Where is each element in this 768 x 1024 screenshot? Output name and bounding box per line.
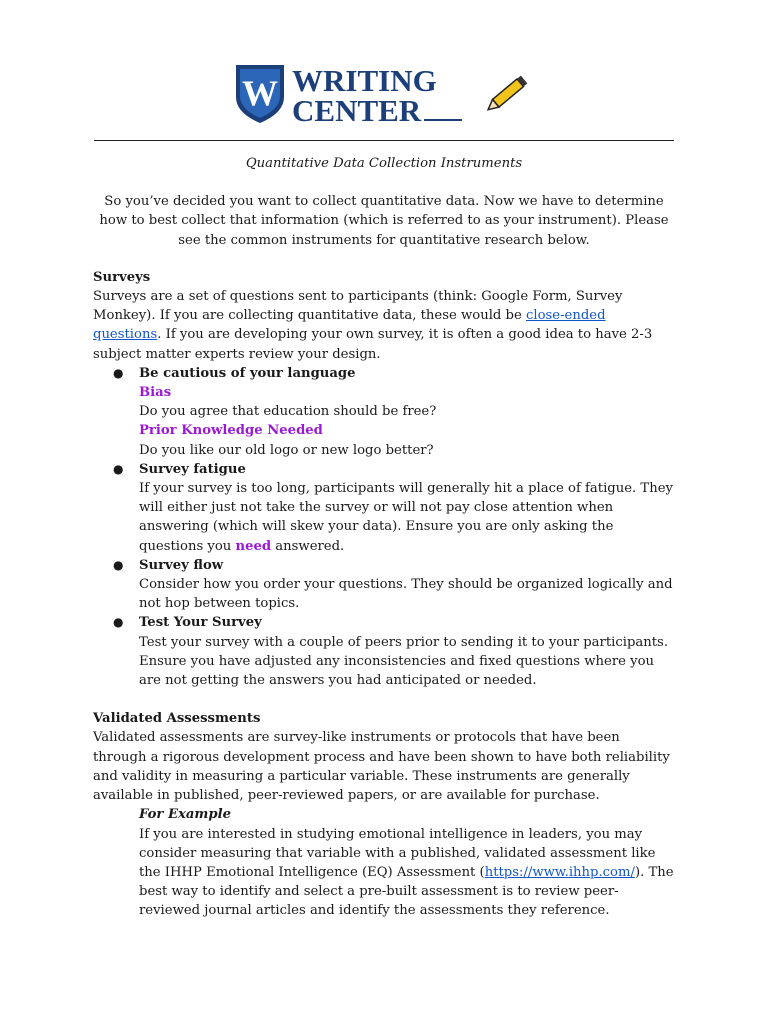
pencil-icon (485, 76, 527, 114)
validated-paragraph: Validated assessments are survey-like instruments or protocols that have been through a rigorous development process and have been shown to have both reliability and validity in measuring a particular variable. These instruments are generally available in published, peer-reviewed papers, or are available for purchase. (93, 730, 670, 804)
close-ended-questions-link[interactable]: close-ended questions (93, 308, 606, 343)
bullet-icon: ● (113, 461, 124, 476)
list-item (93, 556, 675, 614)
page-title: Quantitative Data Collection Instruments (245, 156, 523, 171)
need-emphasis: need (235, 538, 272, 554)
bullet-icon: ● (113, 615, 124, 630)
list-item (93, 613, 675, 690)
logo-graphic (234, 63, 534, 125)
bullet-title: Survey flow (139, 557, 224, 573)
intro-paragraph: So you’ve decided you want to collect quantitative data. Now we have to determine how to best collect that information (which is referred to as your instrument). Please see the common instruments for quantitative research below. (99, 194, 669, 248)
bullet-icon: ● (113, 365, 124, 380)
bullet-text: Consider how you order your questions. They should be organized logically and not hop between topics. (139, 577, 673, 612)
surveys-paragraph: Surveys are a set of questions sent to participants (think: Google Form, Survey Monkey). If you are collecting quantitative data, these would be close-ended questions. If you are developing your own survey, it is often a good idea to have 2-3 subject matter experts review your design. (93, 289, 653, 362)
document-body (93, 154, 675, 921)
bullet-title: Test Your Survey (139, 615, 262, 631)
logo-line2: CENTER (292, 93, 422, 125)
bullet-icon: ● (113, 557, 124, 572)
bullet-title: Survey fatigue (139, 461, 246, 477)
logo-mark: W (242, 73, 278, 113)
prior-knowledge-label: Prior Knowledge Needed (139, 423, 323, 439)
writing-center-logo (234, 63, 534, 125)
header-divider (94, 140, 674, 141)
bias-example: Do you agree that education should be free? (139, 404, 437, 420)
survey-tips-list (93, 364, 675, 690)
prior-knowledge-example: Do you like our old logo or new logo better? (139, 442, 434, 458)
bullet-text: Test your survey with a couple of peers prior to sending it to your participants. Ensure you have adjusted any inconsistencies and fixed questions where you are not getting the answers you had anticipated or needed. (139, 634, 669, 689)
bullet-text: If your survey is too long, participants will generally hit a place of fatigue. They will either just not take the survey or will not pay close attention when answering (which will skew your data). Ensure you are only asking the questions you need answered. (139, 481, 673, 554)
bias-label: Bias (139, 385, 172, 401)
example-block (93, 805, 675, 920)
validated-heading: Validated Assessments (93, 711, 261, 727)
surveys-heading: Surveys (93, 269, 151, 285)
example-title: For Example (139, 807, 232, 823)
ihhp-link[interactable]: https://www.ihhp.com/ (484, 864, 635, 880)
example-text: If you are interested in studying emotional intelligence in leaders, you may consider measuring that variable with a published, validated assessment like the IHHP Emotional Intelligence (EQ) Assessment (https://www.ihhp.com/). The best way to identify and select a pre-built assessment is to review peer-reviewed journal articles and identify the assessments they reference. (139, 826, 674, 919)
spacer (93, 690, 675, 709)
logo-line1: WRITING (292, 63, 437, 98)
list-item (93, 364, 675, 460)
bullet-title: Be cautious of your language (139, 365, 356, 381)
list-item (93, 460, 675, 556)
